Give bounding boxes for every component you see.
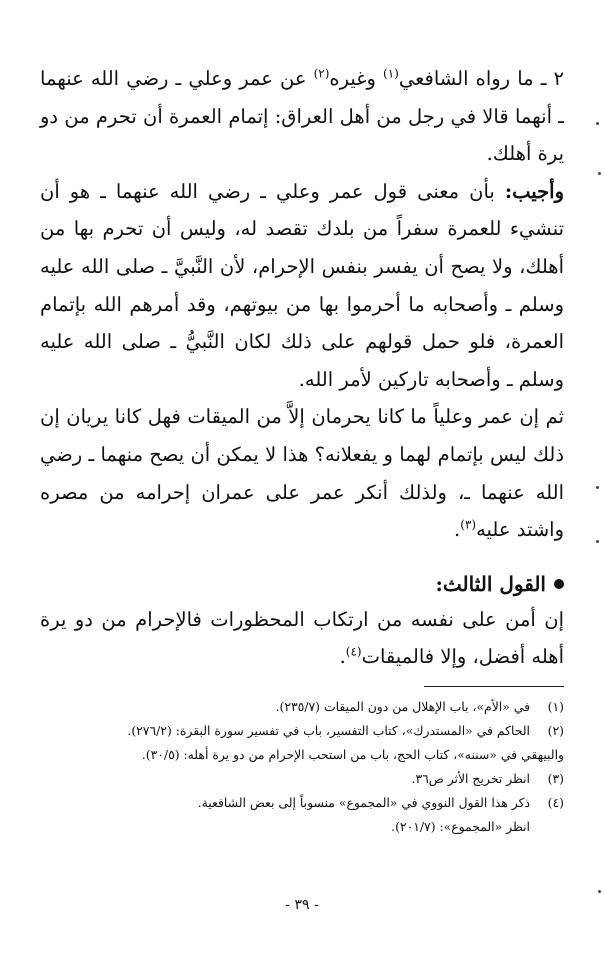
answer-lead: وأجيب: bbox=[504, 179, 564, 203]
margin-speck bbox=[598, 890, 601, 893]
margin-speck bbox=[596, 540, 599, 543]
footnote-text: والبيهقي في «سننه»، كتاب الحج، باب من استحب الإحرام من دو يرة أهله: (٣٠/٥). bbox=[141, 746, 564, 762]
page-number: - ٣٩ - bbox=[285, 897, 319, 913]
answer-paragraph bbox=[40, 173, 564, 399]
main-text bbox=[40, 60, 564, 676]
paragraph-2 bbox=[40, 60, 564, 173]
heading-text: القول الثالث: bbox=[435, 571, 546, 596]
paragraph-3-end: . bbox=[454, 518, 461, 542]
third-opinion-heading bbox=[40, 567, 564, 601]
footnote-number: (١) bbox=[547, 698, 564, 714]
footnote-2-continued bbox=[40, 743, 564, 767]
margin-speck bbox=[598, 172, 601, 175]
footnote-4-continued bbox=[40, 815, 564, 839]
footnote-text: الحاكم في «المستدرك»، كتاب التفسير، باب في تفسير سورة البقرة: (٢٧٦/٢). bbox=[127, 722, 530, 738]
footnote-number: (٤) bbox=[547, 794, 564, 810]
footnote-3 bbox=[40, 767, 564, 791]
footnote-separator bbox=[424, 686, 564, 687]
footnote-ref-4: (٤) bbox=[345, 644, 362, 659]
paragraph-4-text: إن أمن على نفسه من ارتكاب المحظورات فالإحرام من دو يرة أهله أفضل، وإلا فالميقات bbox=[40, 607, 564, 669]
paragraph-3-text: ثم إن عمر وعلياً ما كانا يحرمان إلاَّ من الميقات فهل كانا يريان إن ذلك ليس بإتمام لهما و يفعلانه؟ هذا لا يمكن أن يصح منهما ـ رضي الله عنهما ـ، ولذلك أنكر عمر على عمران إحرامه من مصره واشتد عليه bbox=[40, 405, 564, 542]
footnote-text: ذكر هذا القول النووي في «المجموع» منسوباً إلى بعض الشافعية. bbox=[197, 794, 530, 810]
footnote-ref-1: (١) bbox=[383, 66, 399, 81]
answer-text: بأن معنى قول عمر وعلي ـ رضي الله عنهما ـ هو أن تنشيء للعمرة سفراً من بلدك تقصد له، وليس أن تحرم بها من أهلك، ولا يصح أن يفسر بنفس الإحرام، لأن النَّبيَّ ـ صلى الله عليه وسلم ـ وأصحابه ما أحرموا بها من بيوتهم، وقد أمرهم الله بإتمام العمرة، فلو حمل قولهم على ذلك لكان النَّبيُّ ـ صلى الله عليه وسلم ـ وأصحابه تاركين لأمر الله. bbox=[40, 179, 564, 391]
footnote-1 bbox=[40, 695, 564, 719]
footnote-4 bbox=[40, 791, 564, 815]
footnote-ref-3: (٣) bbox=[460, 517, 477, 532]
paragraph-4-end: . bbox=[339, 645, 346, 669]
margin-speck bbox=[596, 122, 599, 125]
paragraph-2-mid: وغيره bbox=[329, 67, 384, 90]
margin-speck bbox=[596, 486, 599, 489]
footnote-text: انظر تخريج الأثر ص٣٦. bbox=[411, 770, 530, 786]
footnotes bbox=[40, 695, 564, 839]
footnote-number: (٢) bbox=[547, 722, 564, 738]
footnote-ref-2: (٢) bbox=[313, 66, 330, 81]
page-content bbox=[40, 60, 564, 839]
footnote-text: انظر «المجموع»: (٢٠١/٧). bbox=[391, 818, 530, 834]
footnote-2 bbox=[40, 719, 564, 743]
paragraph-3 bbox=[40, 398, 564, 548]
paragraph-2-end: عن عمر وعلي ـ رضي الله عنهما ـ أنهما قالا في رجل من أهل العراق: إتمام العمرة أن تحرم من دو يرة أهلك. bbox=[40, 67, 564, 166]
footnote-number: (٣) bbox=[547, 770, 564, 786]
paragraph-2-start: ٢ ـ ما رواه الشافعي bbox=[398, 67, 564, 90]
footnote-text: في «الأم»، باب الإهلال من دون الميقات (٢٣٥/٧). bbox=[275, 698, 530, 714]
paragraph-4 bbox=[40, 601, 564, 676]
bullet-icon bbox=[554, 579, 564, 589]
